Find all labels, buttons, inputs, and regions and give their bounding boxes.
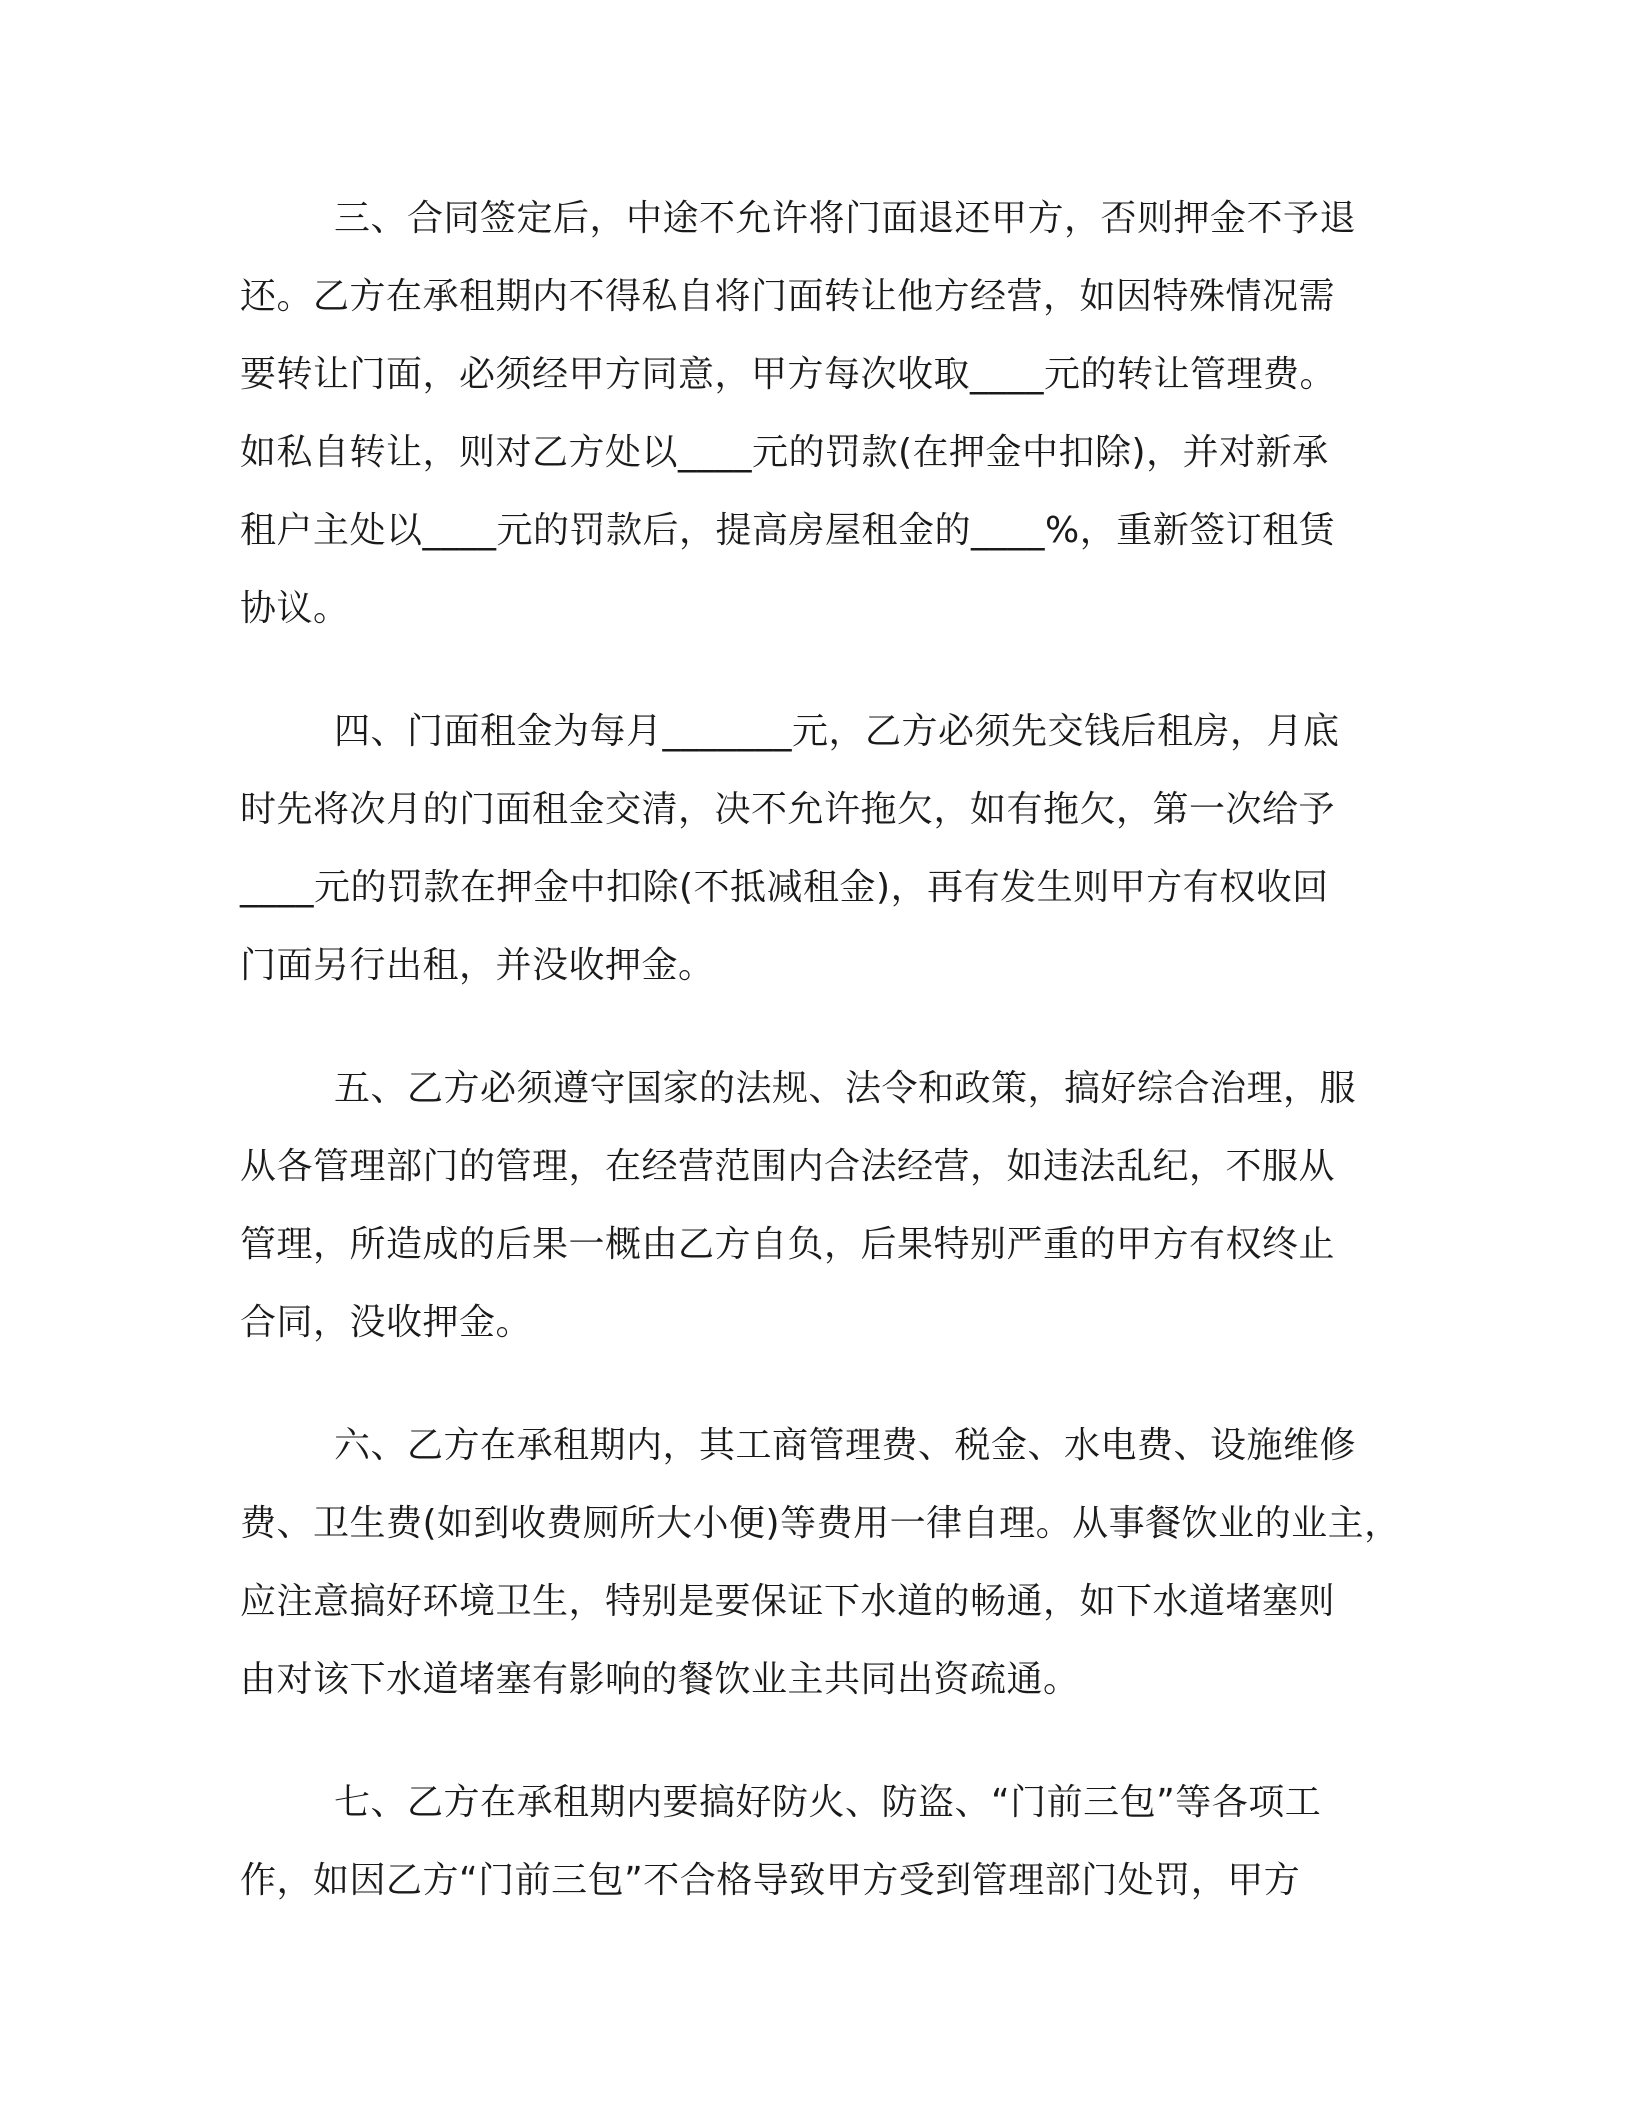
text-line: 五、乙方必须遵守国家的法规、法令和政策，搞好综合治理，服 <box>334 1068 1357 1109</box>
text-line: ____元的罚款在押金中扣除(不抵减租金)，再有发生则甲方有权收回 <box>240 867 1329 908</box>
text-line: 七、乙方在承租期内要搞好防火、防盗、“门前三包”等各项工 <box>334 1782 1322 1823</box>
clause-6 <box>240 1407 1400 1719</box>
text-line: 六、乙方在承租期内，其工商管理费、税金、水电费、设施维修 <box>334 1425 1357 1466</box>
clause-5 <box>240 1050 1400 1362</box>
text-line: 管理，所造成的后果一概由乙方自负，后果特别严重的甲方有权终止 <box>240 1224 1336 1265</box>
text-line: 费、卫生费(如到收费厕所大小便)等费用一律自理。从事餐饮业的业主， <box>240 1503 1401 1544</box>
text-line: 门面另行出租，并没收押金。 <box>240 945 715 986</box>
text-line: 作，如因乙方“门前三包”不合格导致甲方受到管理部门处罚，甲方 <box>240 1860 1301 1901</box>
text-line: 时先将次月的门面租金交清，决不允许拖欠，如有拖欠，第一次给予 <box>240 789 1336 830</box>
text-line: 要转让门面，必须经甲方同意，甲方每次收取____元的转让管理费。 <box>240 354 1337 395</box>
clause-7 <box>240 1764 1400 1920</box>
text-line: 租户主处以____元的罚款后，提高房屋租金的____%，重新签订租赁 <box>240 510 1336 551</box>
text-line: 还。乙方在承租期内不得私自将门面转让他方经营，如因特殊情况需 <box>240 276 1336 317</box>
text-line: 如私自转让，则对乙方处以____元的罚款(在押金中扣除)，并对新承 <box>240 432 1329 473</box>
clause-3 <box>240 180 1400 648</box>
text-line: 三、合同签定后，中途不允许将门面退还甲方，否则押金不予退 <box>334 198 1357 239</box>
text-line: 由对该下水道堵塞有影响的餐饮业主共同出资疏通。 <box>240 1659 1080 1700</box>
text-line: 合同，没收押金。 <box>240 1302 533 1343</box>
clause-4 <box>240 693 1400 1005</box>
text-line: 从各管理部门的管理，在经营范围内合法经营，如违法乱纪，不服从 <box>240 1146 1336 1187</box>
document-body <box>240 180 1400 1965</box>
text-line: 应注意搞好环境卫生，特别是要保证下水道的畅通，如下水道堵塞则 <box>240 1581 1336 1622</box>
text-line: 协议。 <box>240 588 350 629</box>
text-line: 四、门面租金为每月_______元，乙方必须先交钱后租房，月底 <box>334 711 1340 752</box>
